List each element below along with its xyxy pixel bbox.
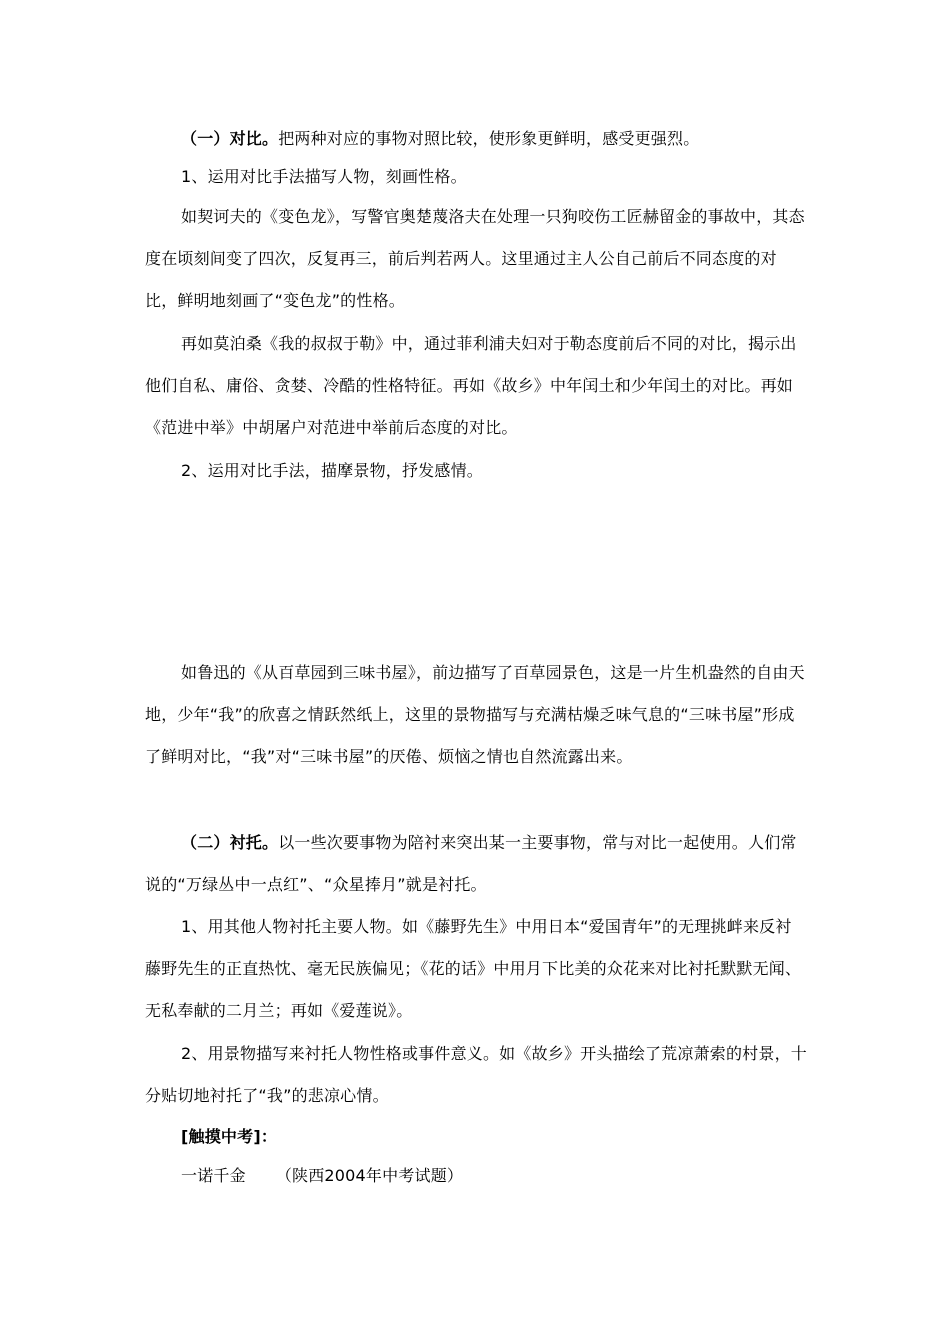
exam-source: （陕西2004年中考试题）: [275, 1166, 464, 1185]
section1-point1: 1、运用对比手法描写人物，刻画性格。: [181, 167, 467, 186]
section1-heading: [145, 118, 807, 160]
exam-title: 一诺千金: [181, 1166, 246, 1185]
section1-example1: 如契诃夫的《变色龙》，写警官奥楚蔑洛夫在处理一只狗咬伤工匠赫留金的事故中，其态度在顷刻间变了四次，反复再三，前后判若两人。这里通过主人公自己前后不同态度的对比，鲜明地刻画了“变色龙”的性格。: [145, 207, 805, 310]
section2-heading-label: （二）衬托。: [181, 833, 279, 852]
section2-point1: 1、用其他人物衬托主要人物。如《藤野先生》中用日本“爱国青年”的无理挑衅来反衬藤野先生的正直热忱、毫无民族偏见；《花的话》中用月下比美的众花来对比衬托默默无闻、无私奉献的二月兰；再如《爱莲说》。: [145, 917, 802, 1020]
section1-example2: 再如莫泊桑《我的叔叔于勒》中，通过菲利浦夫妇对于勒态度前后不同的对比，揭示出他们自私、庸俗、贪婪、冷酷的性格特征。再如《故乡》中年闰土和少年闰土的对比。再如《范进中举》中胡屠户对范进中举前后态度的对比。: [145, 334, 797, 437]
section2-heading: [145, 822, 807, 906]
section2-point2: 2、用景物描写来衬托人物性格或事件意义。如《故乡》开头描绘了荒凉萧索的村景，十分贴切地衬托了“我”的悲凉心情。: [145, 1044, 807, 1105]
exam-heading: [145, 1118, 807, 1156]
section2-heading-text: 以一些次要事物为陪衬来突出某一主要事物，常与对比一起使用。人们常说的“万绿丛中一点红”、“众星捧月”就是衬托。: [145, 833, 797, 894]
exam-question: [145, 1157, 807, 1195]
section1-heading-label: （一）对比。: [181, 129, 279, 148]
section1-heading-text: 把两种对应的事物对照比较，使形象更鲜明，感受更强烈。: [278, 129, 700, 148]
section1-point2: 2、运用对比手法，描摩景物，抒发感情。: [181, 461, 483, 480]
section1-example3: 如鲁迅的《从百草园到三味书屋》，前边描写了百草园景色，这是一片生机盎然的自由天地，少年“我”的欣喜之情跃然纸上，这里的景物描写与充满枯燥乏味气息的“三味书屋”形成了鲜明对比，“我”对“三味书屋”的厌倦、烦恼之情也自然流露出来。: [145, 663, 805, 766]
exam-heading-text: [触摸中考]：: [181, 1127, 278, 1146]
